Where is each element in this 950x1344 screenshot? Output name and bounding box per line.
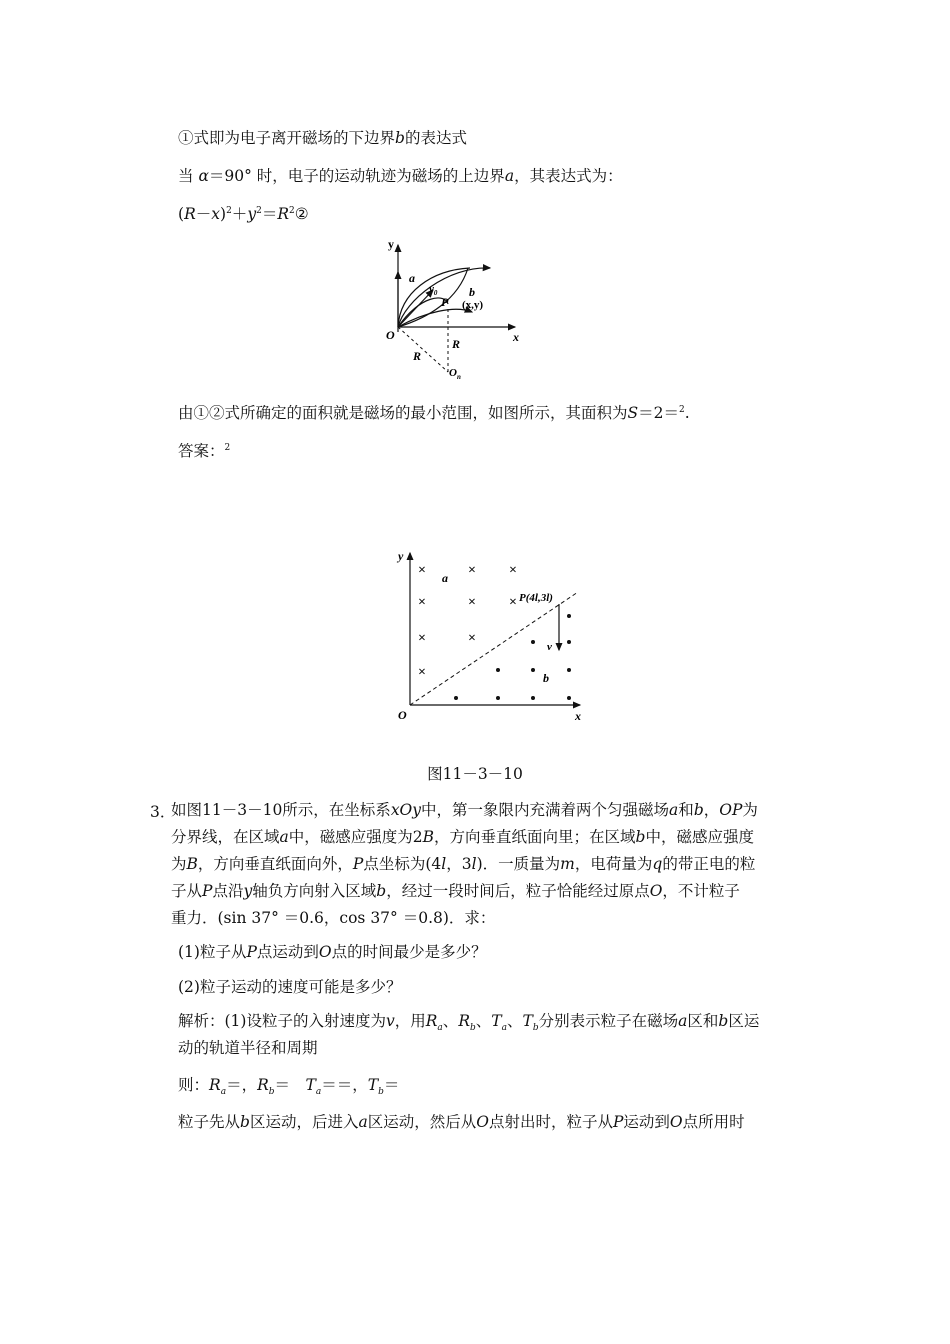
cross-mark: × (509, 563, 517, 578)
fig1-a-label: a (409, 271, 415, 285)
region-a-crosses (418, 563, 517, 680)
dot-mark (567, 614, 571, 618)
cross-mark: × (468, 595, 476, 610)
fig1-v0-label: $v_0$ (429, 283, 438, 297)
fig1-b-label: b (469, 285, 475, 299)
velocity-v0 (398, 290, 433, 327)
fig1-coord-label: (x,y) (462, 299, 484, 311)
dot-mark (531, 668, 535, 672)
dot-mark (531, 696, 535, 700)
dashed-radius (398, 327, 448, 372)
cross-mark: × (418, 665, 426, 680)
figure-trajectory-diagram (380, 232, 530, 380)
analysis-line-2: 动的轨道半径和周期 (178, 1039, 318, 1057)
dot-mark (567, 668, 571, 672)
dot-mark (496, 668, 500, 672)
dot-mark (567, 696, 571, 700)
fig2-y-label: y (398, 549, 404, 563)
fig1-P-label: P (441, 295, 449, 309)
dot-mark (567, 640, 571, 644)
cross-mark: × (468, 631, 476, 646)
text-line-1: ①式即为电子离开磁场的下边界b的表达式 (178, 129, 467, 147)
fig1-R-label-2: R (452, 337, 461, 351)
cross-mark: × (418, 631, 426, 646)
fig2-origin-label: O (398, 708, 407, 722)
dot-mark (496, 696, 500, 700)
question-line-4: 子从P点沿y轴负方向射入区域b，经过一段时间后，粒子恰能经过原点O，不计粒子 (171, 882, 740, 900)
cross-mark: × (468, 563, 476, 578)
fig2-v-label: v (547, 641, 552, 653)
question-line-2: 分界线，在区域a中，磁感应强度为2B，方向垂直纸面向里；在区域b中，磁感应强度 (171, 828, 754, 846)
text-line-2: 当 α＝90° 时，电子的运动轨迹为磁场的上边界a，其表达式为： (178, 167, 623, 185)
boundary-OP (410, 592, 578, 705)
region-b-dots (454, 614, 571, 700)
dot-mark (531, 640, 535, 644)
analysis-line-1: 解析：(1)设粒子的入射速度为v，用$R_a$、$R_b$、$T_a$、$T_b$分别表示粒子在磁场a区和b区运 (178, 1012, 760, 1034)
trajectory-lower (398, 309, 472, 327)
figure-magnetic-field (394, 545, 594, 727)
question-line-1: 如图11－3－10所示，在坐标系xOy中，第一象限内充满着两个匀强磁场a和b，OP为 (171, 801, 758, 819)
subquestion-1: (1)粒子从P点运动到O点的时间最少是多少？ (178, 943, 487, 961)
fig2-a-label: a (442, 571, 448, 585)
cross-mark: × (418, 595, 426, 610)
fig1-y-label: y (388, 237, 394, 251)
cross-mark: × (509, 595, 517, 610)
question-number: 3． (150, 803, 176, 821)
fig1-On-label: $O_n$ (449, 367, 461, 380)
answer-line: 答案：$^2$ (178, 442, 231, 460)
fig2-P-label: P(4l,3l) (519, 592, 553, 604)
text-line-4: 由①②式所确定的面积就是磁场的最小范围，如图所示，其面积为S＝2＝$^2$. (178, 404, 690, 422)
analysis-line-3: 则：$R_a=$，$R_b=$ $T_a==$，$T_b=$ (178, 1076, 400, 1098)
cross-mark: × (418, 563, 426, 578)
fig2-x-label: x (575, 709, 581, 723)
figure-caption: 图11－3－10 (427, 765, 523, 783)
analysis-line-4: 粒子先从b区运动，后进入a区运动，然后从O点射出时，粒子从P运动到O点所用时 (178, 1113, 745, 1131)
question-line-3: 为B，方向垂直纸面向外，P点坐标为(4l，3l)．一质量为m，电荷量为q的带正电的粒 (171, 855, 756, 873)
equation-circle: $(R-x)^2+y^2=R^2②$ (178, 205, 309, 223)
fig1-origin-label: O (386, 328, 395, 342)
dot-mark (454, 696, 458, 700)
fig2-b-label: b (543, 671, 549, 685)
fig1-R-label-1: R (413, 349, 422, 363)
subquestion-2: (2)粒子运动的速度可能是多少？ (178, 978, 402, 996)
fig1-x-label: x (513, 330, 519, 344)
question-line-5: 重力．(sin 37° ＝0.6，cos 37° ＝0.8)．求： (171, 909, 496, 927)
